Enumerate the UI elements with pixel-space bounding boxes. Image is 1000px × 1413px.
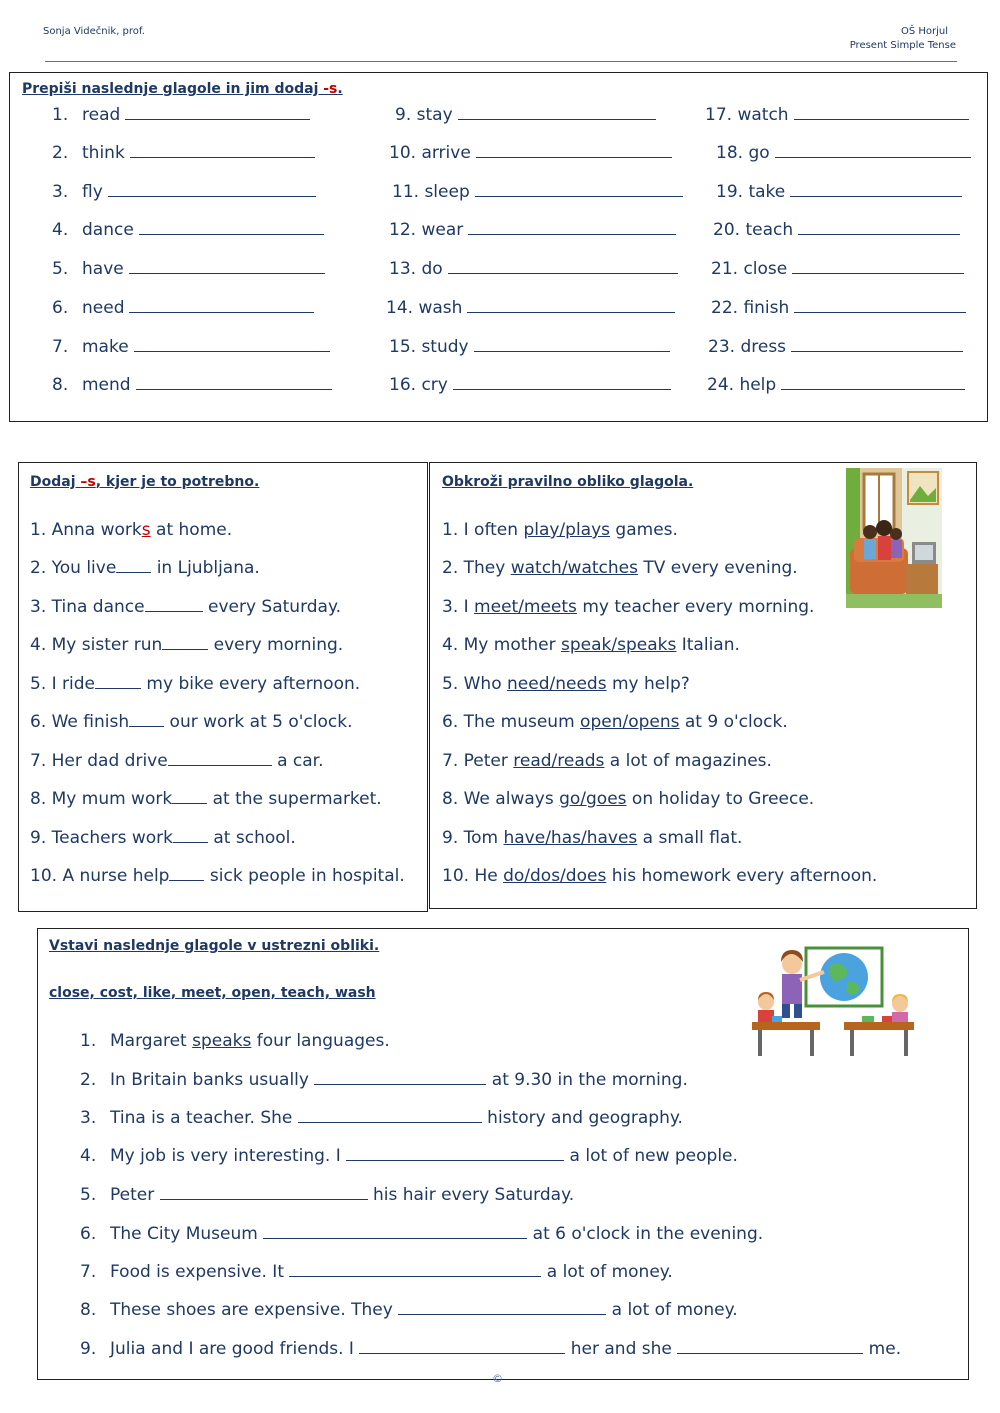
verb-item: [52, 181, 316, 202]
sentence-start: 4. My sister run: [30, 635, 163, 655]
item-number: 2.: [80, 1070, 97, 1090]
verb-item: [52, 336, 330, 357]
verb: take: [748, 182, 786, 202]
item-number: 20.: [713, 220, 741, 240]
sentence-end: at 9.30 in the morning.: [486, 1070, 688, 1090]
answer-line[interactable]: [467, 297, 675, 313]
verb-item: [389, 219, 676, 240]
sentence-start: 2. They: [442, 558, 511, 578]
sentence-item: [442, 866, 877, 886]
verb: read: [82, 105, 121, 125]
verb: fly: [82, 182, 103, 202]
verb: study: [421, 337, 469, 357]
answer-line[interactable]: [474, 336, 670, 352]
sentence-end: at the supermarket.: [207, 789, 382, 809]
verb-item: [713, 219, 960, 240]
verb: help: [739, 375, 777, 395]
family-watching-tv-illustration: [846, 468, 942, 608]
verb-options[interactable]: go/goes: [559, 789, 627, 809]
sentence-start: 8. We always: [442, 789, 560, 809]
item-number: 16.: [389, 375, 417, 395]
item-number: 3.: [80, 1108, 97, 1128]
fill-blank[interactable]: [95, 674, 141, 689]
item-number: 6.: [80, 1224, 97, 1244]
sentence-item: [30, 789, 382, 809]
verb-item: [52, 104, 310, 125]
item-number: 22.: [711, 298, 739, 318]
verb-options[interactable]: speak/speaks: [561, 635, 677, 655]
sentence-start: 8. My mum work: [30, 789, 173, 809]
answer-line[interactable]: [458, 104, 656, 120]
verb: arrive: [421, 143, 471, 163]
exercise-4-title: Vstavi naslednje glagole v ustrezni obliki.: [49, 938, 380, 954]
exercise-2-title: [30, 474, 259, 490]
answer-line[interactable]: [468, 219, 676, 235]
verb: wash: [418, 298, 463, 318]
sentence-start: These shoes are expensive. They: [110, 1300, 399, 1320]
verb: close: [743, 259, 788, 279]
verb: make: [82, 337, 129, 357]
verb-options[interactable]: read/reads: [513, 751, 605, 771]
sentence-end: his homework every afternoon.: [606, 866, 878, 886]
verb: do: [421, 259, 443, 279]
answer-line[interactable]: [794, 297, 966, 313]
teacher-classroom-illustration: [752, 942, 918, 1056]
sentence-item: [442, 828, 742, 848]
verb: sleep: [424, 182, 470, 202]
fill-blank[interactable]: [289, 1262, 541, 1277]
answer-line[interactable]: [790, 181, 962, 197]
answer-line[interactable]: [448, 258, 678, 274]
item-number: 9.: [80, 1339, 97, 1359]
sentence-end: me.: [863, 1339, 902, 1359]
sentence-end: a lot of magazines.: [604, 751, 772, 771]
verb: have: [82, 259, 124, 279]
sentence-item: [80, 1300, 738, 1320]
answer-line[interactable]: [794, 104, 969, 120]
exercise-3-title: Obkroži pravilno obliko glagola.: [442, 474, 694, 490]
sentence-item: [80, 1185, 574, 1205]
topic-name: Present Simple Tense: [849, 40, 956, 51]
example-suffix: s: [141, 520, 151, 540]
sentence-item: [80, 1146, 738, 1166]
exercise-2-title-suffix: –s: [80, 474, 96, 490]
fill-blank[interactable]: [398, 1300, 606, 1315]
verb-options[interactable]: need/needs: [507, 674, 607, 694]
answer-line[interactable]: [775, 142, 971, 158]
sentence-start: 2. You live: [30, 558, 117, 578]
sentence-end: a car.: [271, 751, 324, 771]
answer-line[interactable]: [476, 142, 672, 158]
exercise-1-title-text: Prepiši naslednje glagole in jim dodaj: [22, 81, 324, 97]
sentence-start: 6. The museum: [442, 712, 581, 732]
item-number: 15.: [389, 337, 417, 357]
header-rule: [45, 61, 957, 62]
item-number: 24.: [707, 375, 735, 395]
item-number: 18.: [716, 143, 744, 163]
sentence-end: in Ljubljana.: [151, 558, 260, 578]
sentence-item: [442, 712, 788, 732]
item-number: 8.: [80, 1300, 97, 1320]
sentence-item: [442, 751, 772, 771]
verb-item: [395, 104, 656, 125]
sentence-start: 4. My mother: [442, 635, 562, 655]
sentence-end: my teacher every morning.: [576, 597, 815, 617]
verb-item: [389, 258, 678, 279]
sentence-item: [442, 674, 690, 694]
item-number: 7.: [52, 337, 69, 357]
item-number: 5.: [80, 1185, 97, 1205]
answer-line[interactable]: [129, 258, 325, 274]
sentence-item: [442, 635, 740, 655]
verb-options[interactable]: open/opens: [580, 712, 680, 732]
verb: finish: [743, 298, 790, 318]
item-number: 14.: [386, 298, 414, 318]
exercise-1-title-suffix: -s: [323, 81, 338, 97]
verb-options[interactable]: watch/watches: [510, 558, 638, 578]
sentence-end: every morning.: [208, 635, 344, 655]
sentence-item: [442, 558, 798, 578]
sentence-item: [30, 712, 353, 732]
sentence-end: every Saturday.: [202, 597, 342, 617]
sentence-start: 5. Who: [442, 674, 508, 694]
sentence-start: Food is expensive. It: [110, 1262, 290, 1282]
answer-line[interactable]: [130, 142, 315, 158]
sentence-middle: her and she: [565, 1339, 678, 1359]
verb-item: [389, 142, 672, 163]
answer-line[interactable]: [792, 258, 964, 274]
sentence-start: 1. I often: [442, 520, 524, 540]
sentence-start: 3. Tina dance: [30, 597, 145, 617]
answer-line[interactable]: [134, 336, 330, 352]
sentence-end: games.: [610, 520, 678, 540]
author-name: Sonja Videčnik, prof.: [43, 26, 145, 37]
verb-options[interactable]: have/has/haves: [503, 828, 638, 848]
verb-item: [52, 297, 314, 318]
example-answer: speaks: [192, 1031, 252, 1051]
verb-item: [52, 258, 325, 279]
verb: watch: [737, 105, 789, 125]
sentence-item: [80, 1262, 673, 1282]
sentence-end: four languages.: [251, 1031, 390, 1051]
sentence-item: [80, 1108, 683, 1128]
word-bank: close, cost, like, meet, open, teach, wash: [49, 985, 376, 1001]
item-number: 11.: [392, 182, 420, 202]
sentence-item: [80, 1070, 688, 1090]
fill-blank[interactable]: [172, 789, 207, 804]
verb-item: [392, 181, 683, 202]
sentence-item: [442, 789, 814, 809]
answer-line[interactable]: [798, 219, 960, 235]
verb-item: [708, 336, 963, 357]
verb-item: [389, 374, 671, 395]
verb-item: [707, 374, 965, 395]
verb-item: [52, 374, 332, 395]
sentence-start: 1. Anna work: [30, 520, 142, 540]
sentence-item: [80, 1031, 390, 1051]
verb-item: [386, 297, 675, 318]
fill-blank[interactable]: [162, 635, 208, 650]
item-number: 10.: [389, 143, 417, 163]
verb: think: [82, 143, 125, 163]
sentence-start: 10. He: [442, 866, 504, 886]
verb-item: [52, 142, 315, 163]
sentence-start: 3. I: [442, 597, 475, 617]
item-number: 21.: [711, 259, 739, 279]
sentence-item: [30, 751, 324, 771]
exercise-1-title-end: .: [337, 81, 343, 97]
sentence-end: at 6 o'clock in the evening.: [527, 1224, 764, 1244]
sentence-item: [30, 520, 232, 540]
sentence-start: Tina is a teacher. She: [110, 1108, 298, 1128]
fill-blank[interactable]: [169, 866, 204, 881]
item-number: 8.: [52, 375, 69, 395]
answer-line[interactable]: [791, 336, 963, 352]
answer-line[interactable]: [129, 297, 314, 313]
verb: go: [748, 143, 770, 163]
fill-blank[interactable]: [263, 1224, 527, 1239]
sentence-end: my bike every afternoon.: [141, 674, 361, 694]
sentence-end: a small flat.: [637, 828, 743, 848]
sentence-start: Margaret: [110, 1031, 193, 1051]
answer-line[interactable]: [125, 104, 310, 120]
item-number: 1.: [80, 1031, 97, 1051]
sentence-start: Julia and I are good friends. I: [110, 1339, 360, 1359]
exercise-2-title-end: , kjer je to potrebno.: [95, 474, 260, 490]
sentence-item: [30, 828, 296, 848]
verb-item: [716, 142, 971, 163]
verb: cry: [421, 375, 448, 395]
fill-blank[interactable]: [314, 1070, 486, 1085]
sentence-start: 7. Her dad drive: [30, 751, 168, 771]
verb-item: [52, 219, 324, 240]
fill-blank[interactable]: [346, 1146, 564, 1161]
sentence-end: at home.: [150, 520, 233, 540]
verb-options[interactable]: do/dos/does: [503, 866, 607, 886]
item-number: 1.: [52, 105, 69, 125]
sentence-start: 10. A nurse help: [30, 866, 170, 886]
sentence-end: TV every evening.: [637, 558, 798, 578]
sentence-start: In Britain banks usually: [110, 1070, 315, 1090]
fill-blank[interactable]: [677, 1339, 863, 1354]
sentence-start: 6. We finish: [30, 712, 130, 732]
verb-item: [711, 297, 966, 318]
sentence-start: 5. I ride: [30, 674, 96, 694]
verb-options[interactable]: meet/meets: [474, 597, 577, 617]
item-number: 5.: [52, 259, 69, 279]
item-number: 2.: [52, 143, 69, 163]
sentence-end: our work at 5 o'clock.: [164, 712, 353, 732]
answer-line[interactable]: [781, 374, 965, 390]
item-number: 4.: [52, 220, 69, 240]
verb-item: [716, 181, 962, 202]
sentence-end: on holiday to Greece.: [626, 789, 815, 809]
verb: teach: [745, 220, 794, 240]
item-number: 4.: [80, 1146, 97, 1166]
exercise-2-title-text: Dodaj: [30, 474, 81, 490]
sentence-item: [442, 597, 814, 617]
sentence-end: Italian.: [676, 635, 740, 655]
sentence-end: at 9 o'clock.: [679, 712, 788, 732]
item-number: 19.: [716, 182, 744, 202]
school-name: OŠ Horjul: [900, 26, 948, 37]
copyright-mark: ©: [492, 1372, 503, 1385]
sentence-start: The City Museum: [110, 1224, 264, 1244]
verb-item: [389, 336, 670, 357]
sentence-item: [80, 1339, 901, 1359]
sentence-end: my help?: [606, 674, 690, 694]
item-number: 3.: [52, 182, 69, 202]
verb-options[interactable]: play/plays: [523, 520, 611, 540]
item-number: 13.: [389, 259, 417, 279]
sentence-item: [30, 597, 341, 617]
answer-line[interactable]: [108, 181, 316, 197]
item-number: 12.: [389, 220, 417, 240]
fill-blank[interactable]: [116, 558, 151, 573]
sentence-item: [80, 1224, 763, 1244]
sentence-end: history and geography.: [481, 1108, 683, 1128]
verb: mend: [82, 375, 131, 395]
item-number: 6.: [52, 298, 69, 318]
sentence-start: My job is very interesting. I: [110, 1146, 347, 1166]
item-number: 9.: [395, 105, 412, 125]
exercise-1-title: [22, 81, 343, 97]
sentence-end: sick people in hospital.: [204, 866, 405, 886]
sentence-end: his hair every Saturday.: [367, 1185, 575, 1205]
fill-blank[interactable]: [168, 751, 272, 766]
answer-line[interactable]: [453, 374, 671, 390]
sentence-start: 7. Peter: [442, 751, 514, 771]
sentence-end: a lot of money.: [541, 1262, 673, 1282]
fill-blank[interactable]: [145, 597, 203, 612]
answer-line[interactable]: [136, 374, 332, 390]
answer-line[interactable]: [139, 219, 324, 235]
item-number: 17.: [705, 105, 733, 125]
verb: dress: [740, 337, 787, 357]
sentence-end: at school.: [207, 828, 296, 848]
fill-blank[interactable]: [298, 1108, 482, 1123]
sentence-item: [30, 866, 405, 886]
item-number: 23.: [708, 337, 736, 357]
sentence-end: a lot of money.: [606, 1300, 738, 1320]
verb: wear: [421, 220, 464, 240]
verb: stay: [416, 105, 453, 125]
sentence-item: [30, 558, 260, 578]
sentence-item: [30, 674, 360, 694]
verb: need: [82, 298, 125, 318]
answer-line[interactable]: [475, 181, 683, 197]
verb: dance: [82, 220, 134, 240]
sentence-start: Peter: [110, 1185, 160, 1205]
verb-item: [711, 258, 964, 279]
fill-blank[interactable]: [129, 712, 164, 727]
sentence-item: [30, 635, 343, 655]
sentence-start: 9. Tom: [442, 828, 504, 848]
sentence-start: 9. Teachers work: [30, 828, 173, 848]
fill-blank[interactable]: [359, 1339, 565, 1354]
verb-item: [705, 104, 969, 125]
sentence-end: a lot of new people.: [564, 1146, 738, 1166]
item-number: 7.: [80, 1262, 97, 1282]
sentence-item: [442, 520, 678, 540]
fill-blank[interactable]: [160, 1185, 368, 1200]
fill-blank[interactable]: [173, 828, 208, 843]
